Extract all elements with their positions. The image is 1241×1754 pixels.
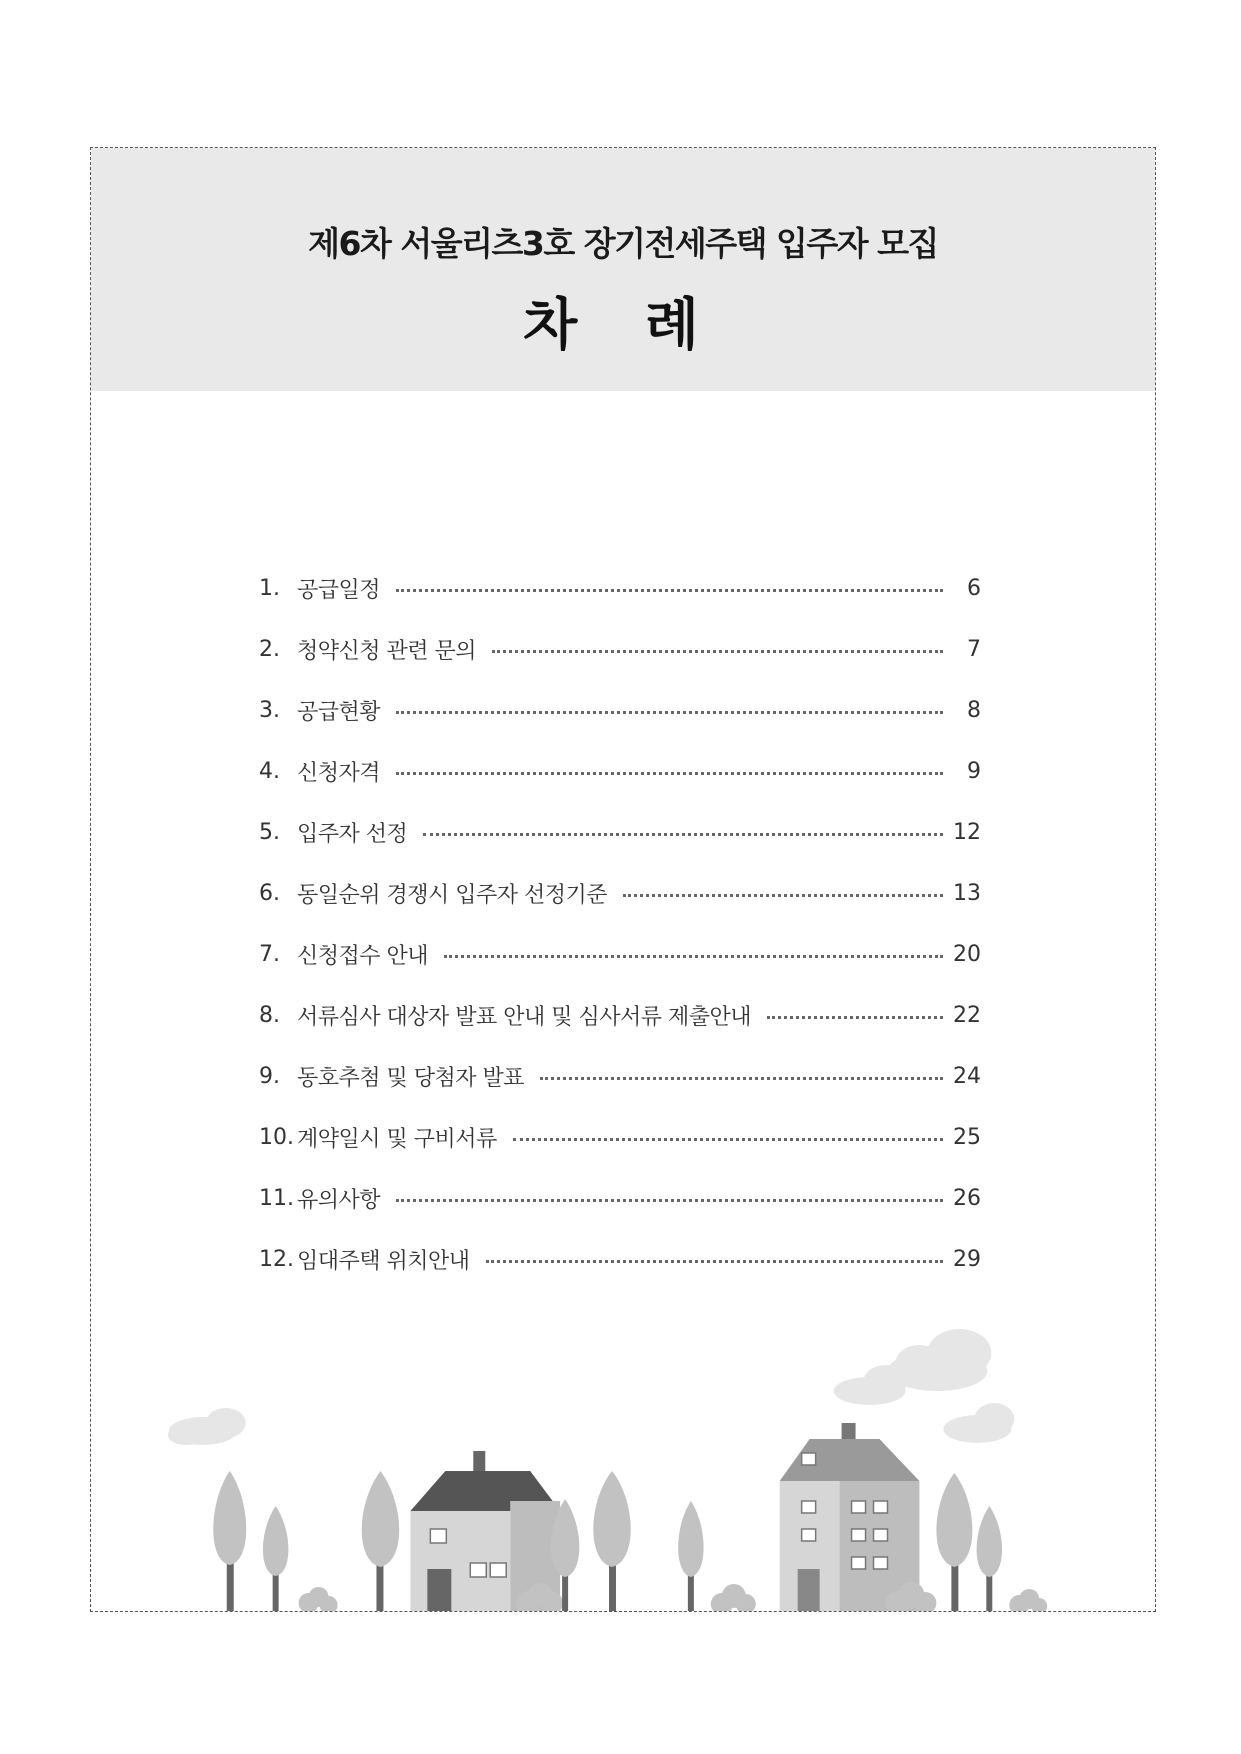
tree-icon bbox=[593, 1471, 630, 1611]
toc-leader-dots bbox=[396, 589, 943, 592]
toc-item-label: 공급일정 bbox=[297, 578, 381, 603]
document-subtitle: 제6차 서울리츠3호 장기전세주택 입주자 모집 bbox=[308, 224, 938, 263]
toc-item-page: 9 bbox=[967, 759, 981, 784]
toc-leader-dots bbox=[767, 1016, 943, 1019]
toc-item-number: 7. bbox=[259, 942, 280, 967]
toc-item-label: 유의사항 bbox=[297, 1188, 381, 1213]
toc-item-page: 26 bbox=[953, 1186, 981, 1211]
cloud-icon bbox=[943, 1403, 1014, 1443]
toc-item[interactable] bbox=[259, 558, 981, 619]
toc-leader-dots bbox=[396, 772, 943, 775]
toc-item[interactable] bbox=[259, 802, 981, 863]
toc-leader-dots bbox=[423, 833, 943, 836]
toc-item-label: 동호추첨 및 당첨자 발표 bbox=[297, 1066, 525, 1091]
toc-item[interactable] bbox=[259, 1168, 981, 1229]
table-of-contents bbox=[259, 558, 981, 1290]
toc-item-page: 6 bbox=[967, 576, 981, 601]
toc-item-label: 신청접수 안내 bbox=[297, 944, 429, 969]
toc-item[interactable] bbox=[259, 863, 981, 924]
toc-item-number: 11. bbox=[259, 1186, 294, 1211]
toc-leader-dots bbox=[486, 1260, 943, 1263]
toc-item[interactable] bbox=[259, 741, 981, 802]
toc-item-number: 6. bbox=[259, 881, 280, 906]
toc-item-page: 29 bbox=[953, 1247, 981, 1272]
toc-item-label: 계약일시 및 구비서류 bbox=[297, 1127, 497, 1152]
toc-leader-dots bbox=[513, 1138, 943, 1141]
tree-icon bbox=[977, 1506, 1002, 1611]
toc-item-number: 3. bbox=[259, 698, 280, 723]
toc-item[interactable] bbox=[259, 924, 981, 985]
tree-icon bbox=[678, 1501, 703, 1611]
toc-item-label: 청약신청 관련 문의 bbox=[297, 639, 477, 664]
village-illustration bbox=[91, 1311, 1155, 1611]
bush-icon bbox=[711, 1584, 756, 1611]
toc-item-label: 신청자격 bbox=[297, 761, 381, 786]
header-band bbox=[91, 148, 1155, 391]
cloud-icon bbox=[834, 1365, 908, 1405]
page-frame bbox=[90, 147, 1156, 1612]
cloud-icon bbox=[168, 1408, 246, 1445]
toc-leader-dots bbox=[492, 650, 943, 653]
toc-item-number: 1. bbox=[259, 576, 280, 601]
tree-icon bbox=[213, 1471, 246, 1611]
toc-item-page: 7 bbox=[967, 637, 981, 662]
toc-item[interactable] bbox=[259, 619, 981, 680]
toc-item-number: 2. bbox=[259, 637, 280, 662]
toc-item-number: 8. bbox=[259, 1003, 280, 1028]
tree-icon bbox=[263, 1506, 288, 1611]
toc-item-label: 입주자 선정 bbox=[297, 822, 408, 847]
toc-item-page: 25 bbox=[953, 1125, 981, 1150]
toc-item-page: 13 bbox=[953, 881, 981, 906]
toc-item-page: 12 bbox=[953, 820, 981, 845]
toc-item[interactable] bbox=[259, 985, 981, 1046]
toc-item-page: 22 bbox=[953, 1003, 981, 1028]
toc-item-number: 10. bbox=[259, 1125, 294, 1150]
bush-icon bbox=[299, 1587, 338, 1611]
toc-item-label: 임대주택 위치안내 bbox=[297, 1249, 470, 1274]
toc-item[interactable] bbox=[259, 1229, 981, 1290]
toc-item-page: 8 bbox=[967, 698, 981, 723]
toc-item[interactable] bbox=[259, 1107, 981, 1168]
toc-leader-dots bbox=[396, 1199, 943, 1202]
tree-icon bbox=[936, 1473, 972, 1611]
toc-item-label: 서류심사 대상자 발표 안내 및 심사서류 제출안내 bbox=[297, 1005, 752, 1030]
apartment-building-icon bbox=[780, 1423, 920, 1611]
toc-item-page: 20 bbox=[953, 942, 981, 967]
bush-icon bbox=[1009, 1589, 1047, 1611]
toc-leader-dots bbox=[623, 894, 943, 897]
toc-item-label: 공급현황 bbox=[297, 700, 381, 725]
toc-item[interactable] bbox=[259, 680, 981, 741]
tree-icon bbox=[362, 1471, 399, 1611]
toc-item[interactable] bbox=[259, 1046, 981, 1107]
toc-leader-dots bbox=[540, 1077, 943, 1080]
toc-item-number: 9. bbox=[259, 1064, 280, 1089]
page-title: 차 례 bbox=[523, 293, 723, 358]
toc-leader-dots bbox=[444, 955, 943, 958]
toc-item-number: 12. bbox=[259, 1247, 294, 1272]
toc-item-number: 4. bbox=[259, 759, 280, 784]
toc-item-label: 동일순위 경쟁시 입주자 선정기준 bbox=[297, 883, 608, 908]
toc-item-number: 5. bbox=[259, 820, 280, 845]
toc-leader-dots bbox=[396, 711, 943, 714]
toc-item-page: 24 bbox=[953, 1064, 981, 1089]
